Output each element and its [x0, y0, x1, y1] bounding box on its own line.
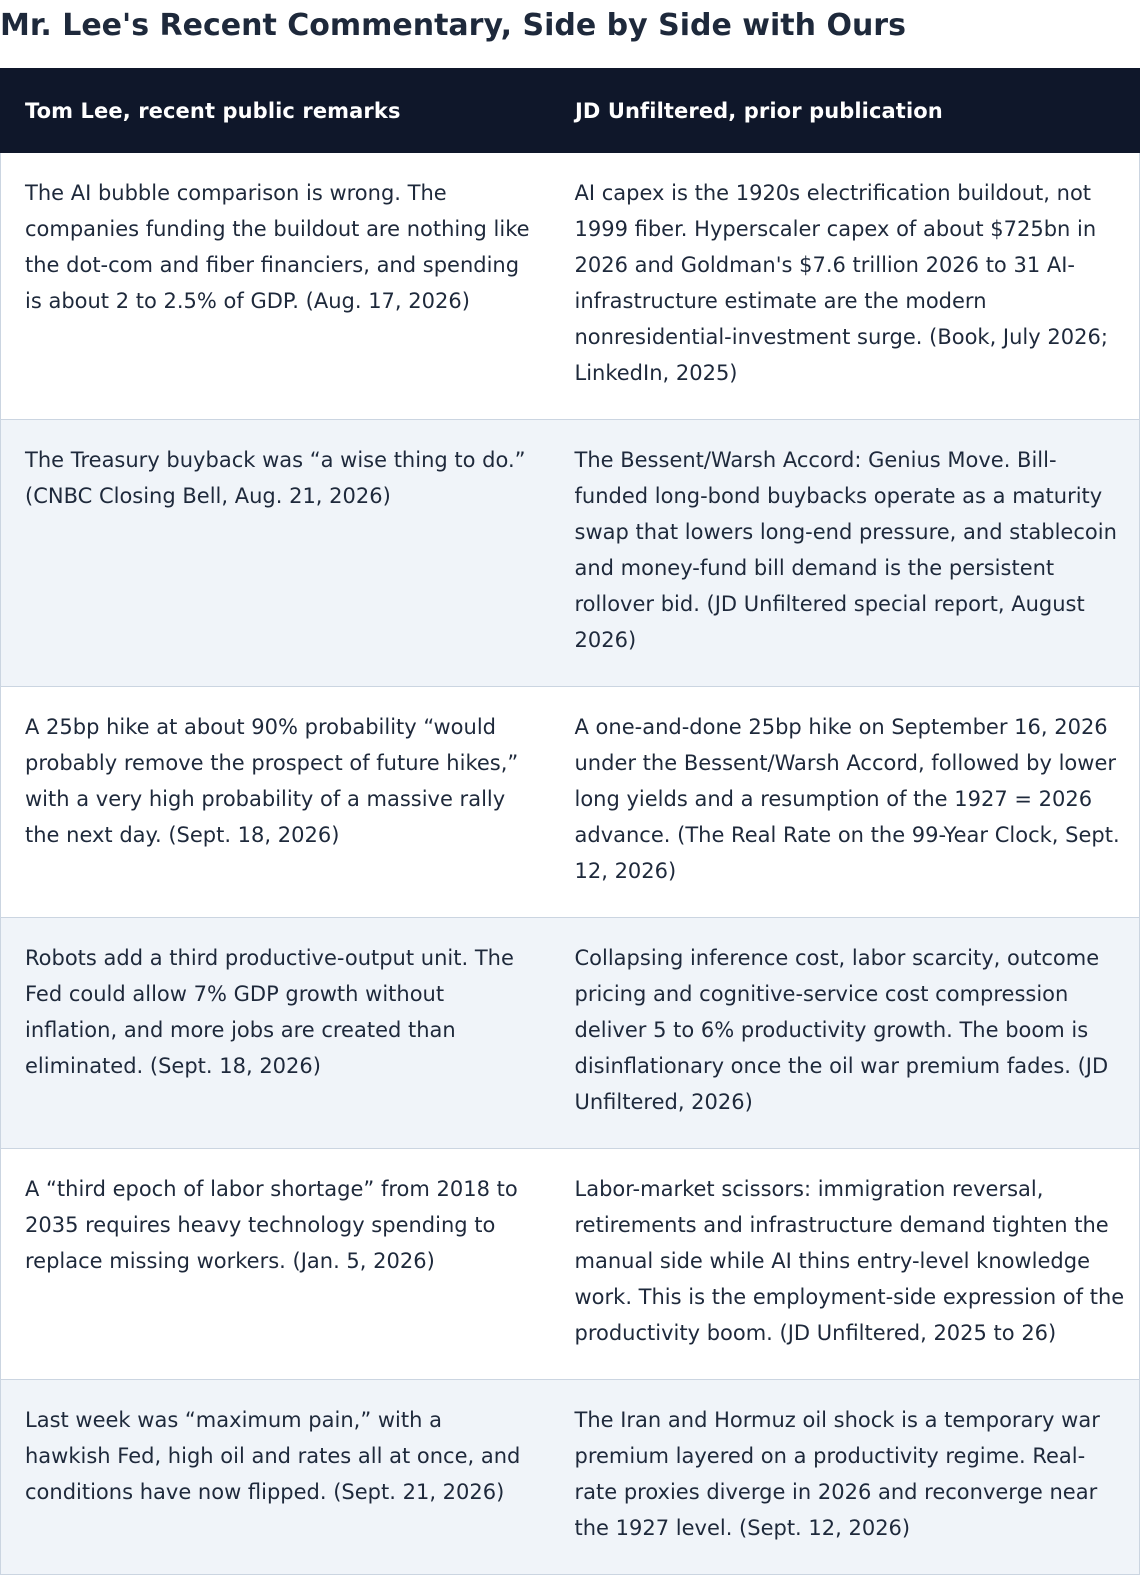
jd-unfiltered-publication-cell: AI capex is the 1920s electrification buildout, not 1999 fiber. Hyperscaler capex of about $725bn in 2026 and Goldman's $7.6 trillion 2026 to 31 AI-infrastructure estimate are the modern nonresidential-investment surge. (Book, July 2026; LinkedIn, 2025)	[551, 153, 1140, 420]
table-row	[1, 153, 1140, 420]
page-title: Mr. Lee's Recent Commentary, Side by Side with Ours	[0, 8, 906, 43]
jd-unfiltered-publication-cell: Labor-market scissors: immigration reversal, retirements and infrastructure demand tighten the manual side while AI thins entry-level knowledge work. This is the employment-side expression of the productivity boom. (JD Unfiltered, 2025 to 26)	[551, 1149, 1140, 1380]
comparison-table	[0, 68, 1140, 1575]
table-row	[1, 1380, 1140, 1575]
tom-lee-remark-cell: A “third epoch of labor shortage” from 2018 to 2035 requires heavy technology spending to replace missing workers. (Jan. 5, 2026)	[1, 1149, 551, 1380]
jd-unfiltered-publication-cell: The Iran and Hormuz oil shock is a temporary war premium layered on a productivity regime. Real-rate proxies diverge in 2026 and reconverge near the 1927 level. (Sept. 12, 2026)	[551, 1380, 1140, 1575]
table-header	[1, 69, 1140, 153]
tom-lee-remark-cell: The AI bubble comparison is wrong. The companies funding the buildout are nothing like the dot-com and fiber financiers, and spending is about 2 to 2.5% of GDP. (Aug. 17, 2026)	[1, 153, 551, 420]
table-body	[1, 153, 1140, 1575]
header-row	[1, 69, 1140, 153]
table-row	[1, 918, 1140, 1149]
table-row	[1, 687, 1140, 918]
tom-lee-remark-cell: Last week was “maximum pain,” with a hawkish Fed, high oil and rates all at once, and conditions have now flipped. (Sept. 21, 2026)	[1, 1380, 551, 1575]
column-header-jd-unfiltered: JD Unfiltered, prior publication	[551, 69, 1140, 153]
title-spacer	[0, 52, 1140, 68]
tom-lee-remark-cell: The Treasury buyback was “a wise thing to do.” (CNBC Closing Bell, Aug. 21, 2026)	[1, 420, 551, 687]
jd-unfiltered-publication-cell: The Bessent/Warsh Accord: Genius Move. Bill-funded long-bond buybacks operate as a maturity swap that lowers long-end pressure, and stablecoin and money-fund bill demand is the persistent rollover bid. (JD Unfiltered special report, August 2026)	[551, 420, 1140, 687]
jd-unfiltered-publication-cell: A one-and-done 25bp hike on September 16, 2026 under the Bessent/Warsh Accord, followed by lower long yields and a resumption of the 1927 = 2026 advance. (The Real Rate on the 99-Year Clock, Sept. 12, 2026)	[551, 687, 1140, 918]
column-header-tom-lee: Tom Lee, recent public remarks	[1, 69, 551, 153]
table-row	[1, 420, 1140, 687]
tom-lee-remark-cell: A 25bp hike at about 90% probability “would probably remove the prospect of future hikes,” with a very high probability of a massive rally the next day. (Sept. 18, 2026)	[1, 687, 551, 918]
table-row	[1, 1149, 1140, 1380]
tom-lee-remark-cell: Robots add a third productive-output unit. The Fed could allow 7% GDP growth without inflation, and more jobs are created than eliminated. (Sept. 18, 2026)	[1, 918, 551, 1149]
jd-unfiltered-publication-cell: Collapsing inference cost, labor scarcity, outcome pricing and cognitive-service cost compression deliver 5 to 6% productivity growth. The boom is disinflationary once the oil war premium fades. (JD Unfiltered, 2026)	[551, 918, 1140, 1149]
